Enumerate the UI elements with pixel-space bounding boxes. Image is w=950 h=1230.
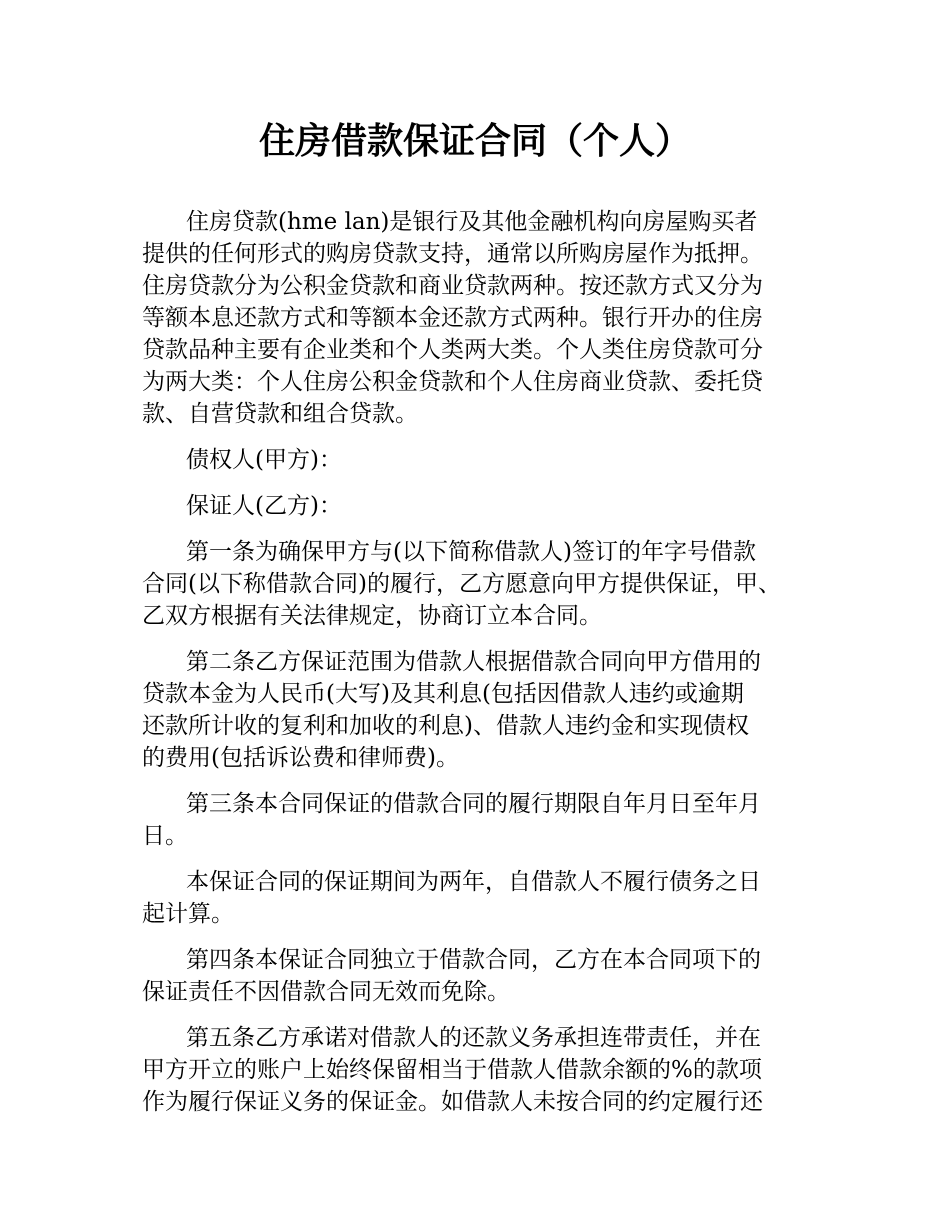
text-line: 第二条乙方保证范围为借款人根据借款合同向甲方借用的 <box>186 649 761 675</box>
paragraph-article-2 <box>142 646 826 774</box>
paragraph-article-3 <box>142 788 826 852</box>
text-line: 甲方开立的账户上始终保留相当于借款人借款余额的%的款项 <box>142 1057 762 1083</box>
document-body <box>142 206 826 1132</box>
text-line: 等额本息还款方式和等额本金还款方式两种。银行开办的住房 <box>142 305 763 331</box>
text-line: 作为履行保证义务的保证金。如借款人未按合同的约定履行还 <box>142 1089 763 1115</box>
text-line: 款、自营贷款和组合贷款。 <box>142 401 418 427</box>
paragraph-article-5 <box>142 1022 826 1118</box>
text-line: 贷款本金为人民币(大写)及其利息(包括因借款人违约或逾期 <box>142 681 744 707</box>
text-line: 乙双方根据有关法律规定，协商订立本合同。 <box>142 603 602 629</box>
paragraph-article-1 <box>142 536 826 632</box>
text-line: 第四条本保证合同独立于借款合同，乙方在本合同项下的 <box>186 947 761 973</box>
text-line: 贷款品种主要有企业类和个人类两大类。个人类住房贷款可分 <box>142 337 763 363</box>
paragraph-creditor <box>142 444 826 476</box>
text-line: 的费用(包括诉讼费和律师费)。 <box>142 745 459 771</box>
paragraph-intro <box>142 206 826 430</box>
text-line: 保证责任不因借款合同无效而免除。 <box>142 979 510 1005</box>
text-line: 还款所计收的复利和加收的利息)、借款人违约金和实现债权 <box>142 713 749 739</box>
text-line: 合同(以下称借款合同)的履行，乙方愿意向甲方提供保证，甲、 <box>142 571 781 597</box>
paragraph-article-4 <box>142 944 826 1008</box>
text-line: 日。 <box>142 823 188 849</box>
text-line: 第五条乙方承诺对借款人的还款义务承担连带责任，并在 <box>186 1025 761 1051</box>
document-title: 住房借款保证合同（个人） <box>258 121 691 162</box>
text-line: 住房贷款(hme lan)是银行及其他金融机构向房屋购买者 <box>186 209 758 235</box>
text-line: 为两大类：个人住房公积金贷款和个人住房商业贷款、委托贷 <box>142 369 763 395</box>
text-line: 住房贷款分为公积金贷款和商业贷款两种。按还款方式又分为 <box>142 273 763 299</box>
text-line: 第三条本合同保证的借款合同的履行期限自年月日至年月 <box>186 791 761 817</box>
text-line: 起计算。 <box>142 901 234 927</box>
paragraph-guarantee-period <box>142 866 826 930</box>
paragraph-guarantor <box>142 490 826 522</box>
text-line: 提供的任何形式的购房贷款支持，通常以所购房屋作为抵押。 <box>142 241 763 267</box>
text-line: 保证人(乙方)： <box>186 493 342 519</box>
text-line: 本保证合同的保证期间为两年，自借款人不履行债务之日 <box>186 869 761 895</box>
text-line: 第一条为确保甲方与(以下简称借款人)签订的年字号借款 <box>186 539 756 565</box>
text-line: 债权人(甲方)： <box>186 447 342 473</box>
